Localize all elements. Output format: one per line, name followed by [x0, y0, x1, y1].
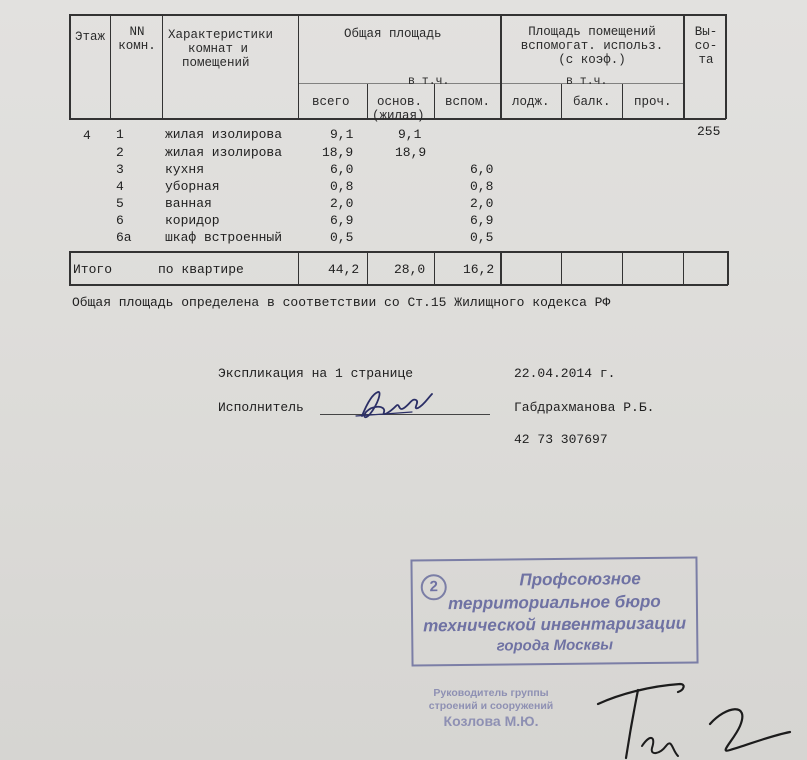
group-head-stamp: Руководитель группы строений и сооружений Козлова М.Ю. — [428, 687, 554, 729]
stamp-number: 2 — [421, 574, 447, 600]
room-name: жилая изолирова — [165, 127, 283, 142]
room-aux: 6,9 — [470, 213, 494, 228]
header-room-no: NN комн. — [118, 25, 156, 53]
room-total: 6,9 — [330, 213, 354, 228]
room-aux: 0,5 — [470, 230, 494, 245]
room-total: 6,0 — [330, 162, 354, 177]
room-no: 6 — [116, 213, 124, 228]
room-total: 18,9 — [322, 145, 354, 160]
room-total: 0,8 — [330, 179, 354, 194]
bti-stamp — [410, 557, 698, 667]
floor-value: 4 — [83, 128, 91, 143]
room-total: 2,0 — [330, 196, 354, 211]
room-no: 4 — [116, 179, 124, 194]
executor-name: Габдрахманова Р.Б. — [514, 400, 655, 415]
totals-scope: по квартире — [158, 262, 244, 277]
room-name: шкаф встроенный — [165, 230, 283, 245]
header-aux: вспом. — [445, 95, 491, 109]
header-aux-area: Площадь помещений вспомогат. использ. (с коэф.) — [520, 25, 664, 67]
room-no: 5 — [116, 196, 124, 211]
room-no: 6а — [116, 230, 132, 245]
height-value: 255 — [697, 124, 721, 139]
room-no: 1 — [116, 127, 124, 142]
area-note: Общая площадь определена в соответствии со Ст.15 Жилищного кодекса РФ — [72, 295, 611, 310]
header-incl-2: в т.ч. — [566, 75, 608, 88]
room-name: уборная — [165, 179, 220, 194]
executor-signature — [352, 386, 437, 422]
room-aux: 6,0 — [470, 162, 494, 177]
header-loggia: лодж. — [512, 95, 550, 109]
header-total-area: Общая площадь — [344, 27, 442, 41]
stamp-line: территориальное бюро — [447, 591, 661, 614]
stamp-line: технической инвентаризации — [423, 613, 687, 636]
executor-phone: 42 73 307697 — [514, 432, 608, 447]
header-floor: Этаж — [75, 30, 106, 44]
totals-aux: 16,2 — [463, 262, 495, 277]
totals-total: 44,2 — [328, 262, 360, 277]
header-main-sub: (жилая) — [372, 109, 425, 123]
header-incl: в т.ч. — [408, 75, 450, 88]
room-no: 2 — [116, 145, 124, 160]
room-total: 9,1 — [330, 127, 354, 142]
stamp-line: города Москвы — [496, 636, 614, 655]
room-name: ванная — [165, 196, 212, 211]
stamp-line: Профсоюзное — [519, 569, 641, 590]
header-height: Вы- со- та — [694, 25, 718, 67]
room-main: 9,1 — [398, 127, 422, 142]
room-total: 0,5 — [330, 230, 354, 245]
room-no: 3 — [116, 162, 124, 177]
totals-main: 28,0 — [394, 262, 426, 277]
head-signature — [590, 676, 800, 760]
room-name: кухня — [165, 162, 205, 177]
document-date: 22.04.2014 г. — [514, 366, 616, 381]
room-main: 18,9 — [395, 145, 427, 160]
header-other: проч. — [634, 95, 672, 109]
room-aux: 0,8 — [470, 179, 494, 194]
header-main: основ. — [377, 95, 423, 109]
room-name: коридор — [165, 213, 220, 228]
room-aux: 2,0 — [470, 196, 494, 211]
room-name: жилая изолирова — [165, 145, 283, 160]
totals-label: Итого — [73, 262, 113, 277]
executor-label: Исполнитель — [218, 400, 304, 415]
header-total: всего — [312, 95, 350, 109]
explication-pages: Экспликация на 1 странице — [218, 366, 414, 381]
header-balcony: балк. — [573, 95, 611, 109]
header-characteristics: Характеристики комнат и помещений — [168, 28, 274, 70]
